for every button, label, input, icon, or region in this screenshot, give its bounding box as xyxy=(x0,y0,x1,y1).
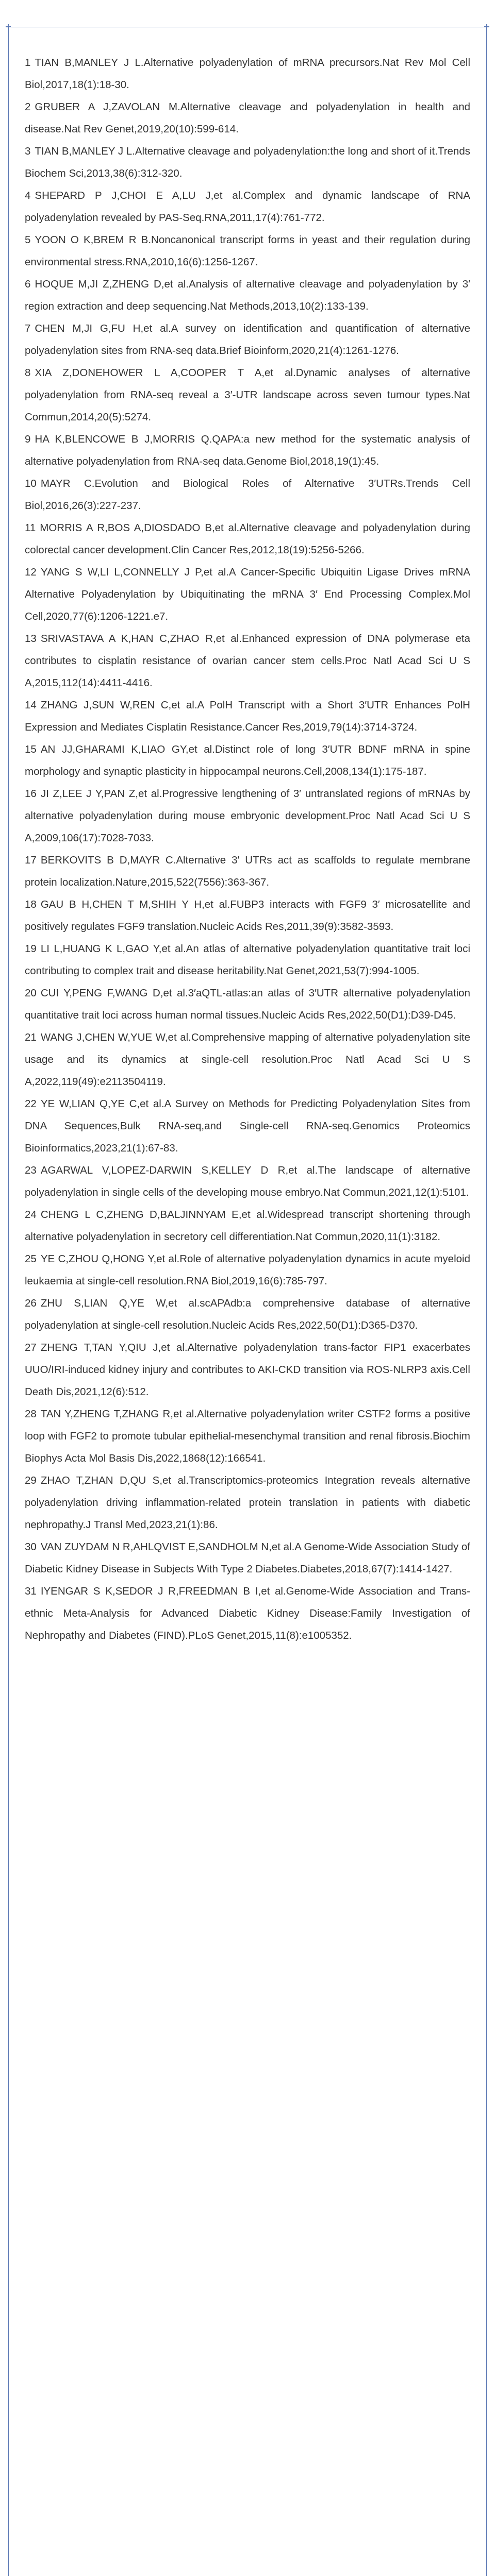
reference-number: 28 xyxy=(25,1408,37,1420)
reference-item xyxy=(25,96,470,140)
reference-text: MORRIS A R,BOS A,DIOSDADO B,et al.Alternative cleavage and polyadenylation during colorectal cancer development.Clin Cancer Res,2012,18(19):5256-5266. xyxy=(25,522,470,556)
reference-number: 18 xyxy=(25,899,37,910)
reference-item xyxy=(25,184,470,229)
reference-number: 7 xyxy=(25,323,31,334)
reference-number: 10 xyxy=(25,478,37,489)
reference-item xyxy=(25,140,470,184)
reference-item xyxy=(25,694,470,738)
reference-item xyxy=(25,1093,470,1159)
reference-text: CHEN M,JI G,FU H,et al.A survey on identification and quantification of alternative polyadenylation sites from RNA-seq data.Brief Bioinform,2020,21(4):1261-1276. xyxy=(25,323,470,357)
reference-item xyxy=(25,362,470,428)
reference-text: SHEPARD P J,CHOI E A,LU J,et al.Complex and dynamic landscape of RNA polyadenylation revealed by PAS-Seq.RNA,2011,17(4):761-772. xyxy=(25,190,470,224)
reference-item xyxy=(25,849,470,893)
reference-item xyxy=(25,1248,470,1292)
reference-number: 4 xyxy=(25,190,31,201)
reference-item xyxy=(25,938,470,982)
reference-list xyxy=(25,52,470,1647)
reference-number: 14 xyxy=(25,699,37,711)
reference-number: 9 xyxy=(25,433,31,445)
reference-text: ZHENG T,TAN Y,QIU J,et al.Alternative polyadenylation trans-factor FIP1 exacerbates UUO/IRI-induced kidney injury and contributes to AKI-CKD transition via ROS-NLRP3 axis.Cell Death Dis,2021,12(6):512. xyxy=(25,1342,470,1398)
reference-number: 23 xyxy=(25,1164,37,1176)
reference-text: WANG J,CHEN W,YUE W,et al.Comprehensive mapping of alternative polyadenylation site usage and its dynamics at single-cell resolution.Proc Natl Acad Sci U S A,2022,119(49):e2113504119. xyxy=(25,1031,470,1088)
reference-text: HOQUE M,JI Z,ZHENG D,et al.Analysis of alternative cleavage and polyadenylation by 3′ region extraction and deep sequencing.Nat Methods,2013,10(2):133-139. xyxy=(25,278,470,312)
reference-text: YOON O K,BREM R B.Noncanonical transcript forms in yeast and their regulation during environmental stress.RNA,2010,16(6):1256-1267. xyxy=(25,234,470,268)
reference-number: 30 xyxy=(25,1541,37,1553)
reference-number: 1 xyxy=(25,57,31,69)
reference-item xyxy=(25,982,470,1026)
reference-text: TAN Y,ZHENG T,ZHANG R,et al.Alternative polyadenylation writer CSTF2 forms a positive loop with FGF2 to promote tubular epithelial-mesenchymal transition and renal fibrosis.Biochim Biophys Acta Mol Basis Dis,2022,1868(12):166541. xyxy=(25,1408,470,1464)
reference-item xyxy=(25,1536,470,1580)
reference-text: ZHAO T,ZHAN D,QU S,et al.Transcriptomics-proteomics Integration reveals alternative polyadenylation driving inflammation-related protein translation in patients with diabetic nephropathy.J Transl Med,2023,21(1):86. xyxy=(25,1475,470,1531)
reference-number: 5 xyxy=(25,234,31,246)
reference-number: 31 xyxy=(25,1585,37,1597)
reference-item xyxy=(25,52,470,96)
reference-text: AGARWAL V,LOPEZ-DARWIN S,KELLEY D R,et al.The landscape of alternative polyadenylation in single cells of the developing mouse embryo.Nat Commun,2021,12(1):5101. xyxy=(25,1164,470,1198)
reference-item xyxy=(25,472,470,517)
reference-number: 26 xyxy=(25,1297,37,1309)
reference-item xyxy=(25,317,470,362)
reference-item xyxy=(25,1580,470,1647)
reference-text: BERKOVITS B D,MAYR C.Alternative 3′ UTRs act as scaffolds to regulate membrane protein localization.Nature,2015,522(7556):363-367. xyxy=(25,854,470,888)
reference-item xyxy=(25,893,470,938)
reference-text: TIAN B,MANLEY J L.Alternative cleavage and polyadenylation:the long and short of it.Trends Biochem Sci,2013,38(6):312-320. xyxy=(25,145,470,179)
reference-text: MAYR C.Evolution and Biological Roles of Alternative 3′UTRs.Trends Cell Biol,2016,26(3):227-237. xyxy=(25,478,470,512)
reference-item xyxy=(25,517,470,561)
reference-number: 27 xyxy=(25,1342,37,1353)
reference-text: YANG S W,LI L,CONNELLY J P,et al.A Cancer-Specific Ubiquitin Ligase Drives mRNA Alternative Polyadenylation by Ubiquitinating the mRNA 3′ End Processing Complex.Mol Cell,2020,77(6):1206-1221.e7. xyxy=(25,566,470,622)
reference-number: 22 xyxy=(25,1098,37,1110)
reference-text: CUI Y,PENG F,WANG D,et al.3′aQTL-atlas:an atlas of 3′UTR alternative polyadenylation quantitative trait loci across human normal tissues.Nucleic Acids Res,2022,50(D1):D39-D45. xyxy=(25,987,470,1021)
reference-text: HA K,BLENCOWE B J,MORRIS Q.QAPA:a new method for the systematic analysis of alternative polyadenylation from RNA-seq data.Genome Biol,2018,19(1):45. xyxy=(25,433,470,467)
reference-text: VAN ZUYDAM N R,AHLQVIST E,SANDHOLM N,et al.A Genome-Wide Association Study of Diabetic Kidney Disease in Subjects With Type 2 Diabetes.Diabetes,2018,67(7):1414-1427. xyxy=(25,1541,470,1575)
reference-text: AN JJ,GHARAMI K,LIAO GY,et al.Distinct role of long 3′UTR BDNF mRNA in spine morphology and synaptic plasticity in hippocampal neurons.Cell,2008,134(1):175-187. xyxy=(25,743,470,777)
reference-text: LI L,HUANG K L,GAO Y,et al.An atlas of alternative polyadenylation quantitative trait loci contributing to complex trait and disease heritability.Nat Genet,2021,53(7):994-1005. xyxy=(25,943,470,977)
reference-text: SRIVASTAVA A K,HAN C,ZHAO R,et al.Enhanced expression of DNA polymerase eta contributes to cisplatin resistance of ovarian cancer stem cells.Proc Natl Acad Sci U S A,2015,112(14):4411-4416. xyxy=(25,633,470,689)
reference-text: GAU B H,CHEN T M,SHIH Y H,et al.FUBP3 interacts with FGF9 3′ microsatellite and positively regulates FGF9 translation.Nucleic Acids Res,2011,39(9):3582-3593. xyxy=(25,899,470,933)
reference-item xyxy=(25,229,470,273)
reference-number: 25 xyxy=(25,1253,37,1265)
reference-text: IYENGAR S K,SEDOR J R,FREEDMAN B I,et al.Genome-Wide Association and Trans-ethnic Meta-Analysis for Advanced Diabetic Kidney Disease:Family Investigation of Nephropathy and Diabetes (FIND).PLoS Genet,2015,11(8):e1005352. xyxy=(25,1585,470,1641)
reference-text: ZHANG J,SUN W,REN C,et al.A PolH Transcript with a Short 3′UTR Enhances PolH Expression and Mediates Cisplatin Resistance.Cancer Res,2019,79(14):3714-3724. xyxy=(25,699,470,733)
reference-item xyxy=(25,1469,470,1536)
reference-item xyxy=(25,783,470,849)
reference-text: TIAN B,MANLEY J L.Alternative polyadenylation of mRNA precursors.Nat Rev Mol Cell Biol,2017,18(1):18-30. xyxy=(25,57,470,91)
reference-text: CHENG L C,ZHENG D,BALJINNYAM E,et al.Widespread transcript shortening through alternative polyadenylation in secretory cell differentiation.Nat Commun,2020,11(1):3182. xyxy=(25,1209,470,1243)
reference-number: 12 xyxy=(25,566,37,578)
reference-item xyxy=(25,738,470,783)
reference-number: 6 xyxy=(25,278,31,290)
reference-item xyxy=(25,1336,470,1403)
reference-number: 3 xyxy=(25,145,31,157)
reference-item xyxy=(25,1026,470,1093)
corner-ornament-top-right xyxy=(484,24,489,29)
reference-number: 13 xyxy=(25,633,37,645)
reference-text: YE C,ZHOU Q,HONG Y,et al.Role of alternative polyadenylation dynamics in acute myeloid leukaemia at single-cell resolution.RNA Biol,2019,16(6):785-797. xyxy=(25,1253,470,1287)
corner-ornament-top-left xyxy=(6,24,11,29)
reference-number: 19 xyxy=(25,943,37,955)
reference-number: 16 xyxy=(25,788,37,800)
reference-number: 21 xyxy=(25,1031,37,1043)
reference-text: JI Z,LEE J Y,PAN Z,et al.Progressive lengthening of 3′ untranslated regions of mRNAs by alternative polyadenylation during mouse embryonic development.Proc Natl Acad Sci U S A,2009,106(17):7028-7033. xyxy=(25,788,470,844)
reference-item xyxy=(25,561,470,628)
reference-text: YE W,LIAN Q,YE C,et al.A Survey on Methods for Predicting Polyadenylation Sites from DNA Sequences,Bulk RNA-seq,and Single-cell RNA-seq.Genomics Proteomics Bioinformatics,2023,21(1):67-83. xyxy=(25,1098,470,1154)
reference-item xyxy=(25,273,470,317)
reference-number: 15 xyxy=(25,743,37,755)
reference-item xyxy=(25,1204,470,1248)
reference-number: 17 xyxy=(25,854,37,866)
reference-number: 11 xyxy=(25,522,36,534)
reference-number: 29 xyxy=(25,1475,37,1486)
reference-item xyxy=(25,1159,470,1204)
reference-number: 2 xyxy=(25,101,31,113)
reference-item xyxy=(25,1292,470,1336)
reference-item xyxy=(25,1403,470,1469)
reference-item xyxy=(25,628,470,694)
reference-number: 24 xyxy=(25,1209,37,1221)
reference-item xyxy=(25,428,470,472)
reference-text: XIA Z,DONEHOWER L A,COOPER T A,et al.Dynamic analyses of alternative polyadenylation from RNA-seq reveal a 3′-UTR landscape across seven tumour types.Nat Commun,2014,20(5):5274. xyxy=(25,367,470,423)
reference-number: 8 xyxy=(25,367,31,379)
reference-text: ZHU S,LIAN Q,YE W,et al.scAPAdb:a comprehensive database of alternative polyadenylation at single-cell resolution.Nucleic Acids Res,2022,50(D1):D365-D370. xyxy=(25,1297,470,1331)
reference-text: GRUBER A J,ZAVOLAN M.Alternative cleavage and polyadenylation in health and disease.Nat Rev Genet,2019,20(10):599-614. xyxy=(25,101,470,135)
reference-number: 20 xyxy=(25,987,37,999)
